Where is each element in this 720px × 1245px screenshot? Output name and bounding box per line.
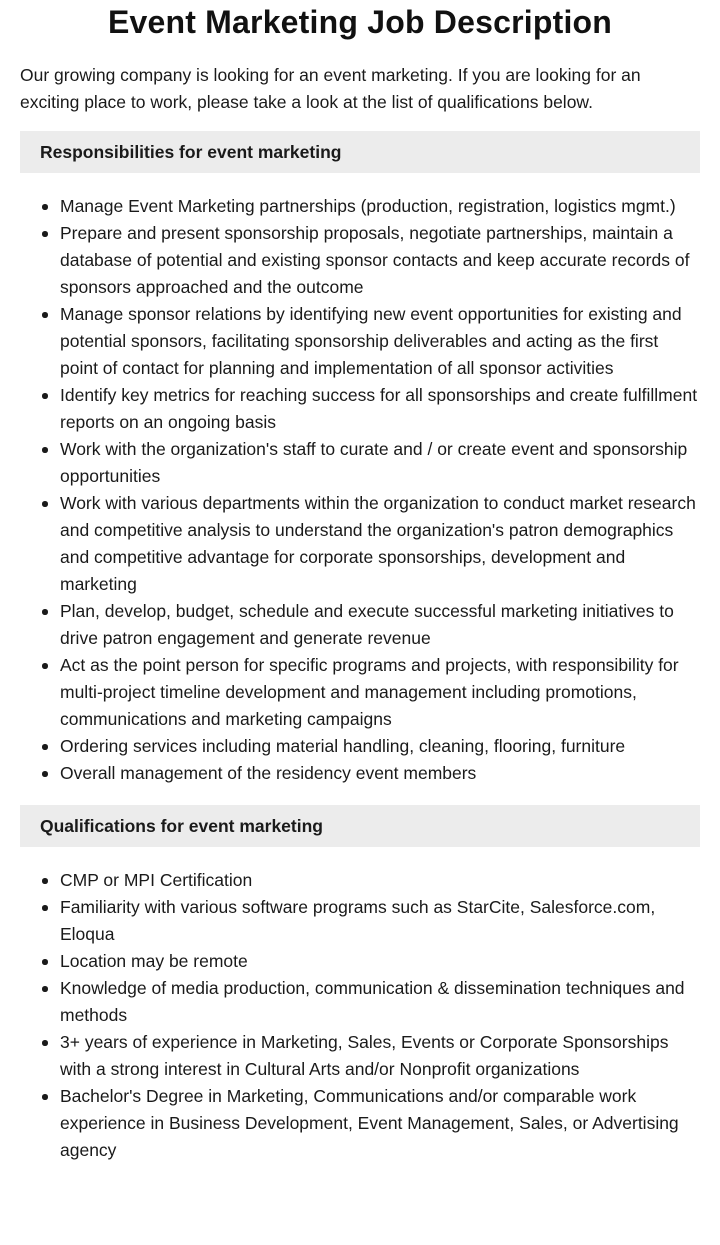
list-item: Location may be remote — [60, 948, 700, 975]
list-item: Ordering services including material handling, cleaning, flooring, furniture — [60, 733, 700, 760]
responsibilities-heading: Responsibilities for event marketing — [20, 131, 700, 173]
list-item: Manage sponsor relations by identifying new event opportunities for existing and potential sponsors, facilitating sponsorship deliverables and acting as the first point of contact for planning and implementation of all sponsor activities — [60, 301, 700, 382]
list-item: Plan, develop, budget, schedule and execute successful marketing initiatives to drive patron engagement and generate revenue — [60, 598, 700, 652]
list-item: Overall management of the residency event members — [60, 760, 700, 787]
qualifications-list — [20, 867, 700, 1164]
list-item: CMP or MPI Certification — [60, 867, 700, 894]
list-item: Bachelor's Degree in Marketing, Communications and/or comparable work experience in Business Development, Event Management, Sales, or Advertising agency — [60, 1083, 700, 1164]
list-item: 3+ years of experience in Marketing, Sales, Events or Corporate Sponsorships with a strong interest in Cultural Arts and/or Nonprofit organizations — [60, 1029, 700, 1083]
list-item: Work with various departments within the organization to conduct market research and competitive analysis to understand the organization's patron demographics and competitive advantage for corporate sponsorships, development and marketing — [60, 490, 700, 598]
list-item: Prepare and present sponsorship proposals, negotiate partnerships, maintain a database of potential and existing sponsor contacts and keep accurate records of sponsors approached and the outcome — [60, 220, 700, 301]
list-item: Manage Event Marketing partnerships (production, registration, logistics mgmt.) — [60, 193, 700, 220]
list-item: Familiarity with various software programs such as StarCite, Salesforce.com, Eloqua — [60, 894, 700, 948]
list-item: Identify key metrics for reaching success for all sponsorships and create fulfillment reports on an ongoing basis — [60, 382, 700, 436]
list-item: Act as the point person for specific programs and projects, with responsibility for multi-project timeline development and management including promotions, communications and marketing campaigns — [60, 652, 700, 733]
intro-paragraph: Our growing company is looking for an event marketing. If you are looking for an exciting place to work, please take a look at the list of qualifications below. — [20, 65, 641, 112]
list-item: Work with the organization's staff to curate and / or create event and sponsorship opportunities — [60, 436, 700, 490]
qualifications-heading: Qualifications for event marketing — [20, 805, 700, 847]
page-title: Event Marketing Job Description — [107, 4, 613, 40]
list-item: Knowledge of media production, communication & dissemination techniques and methods — [60, 975, 700, 1029]
responsibilities-list — [20, 193, 700, 787]
